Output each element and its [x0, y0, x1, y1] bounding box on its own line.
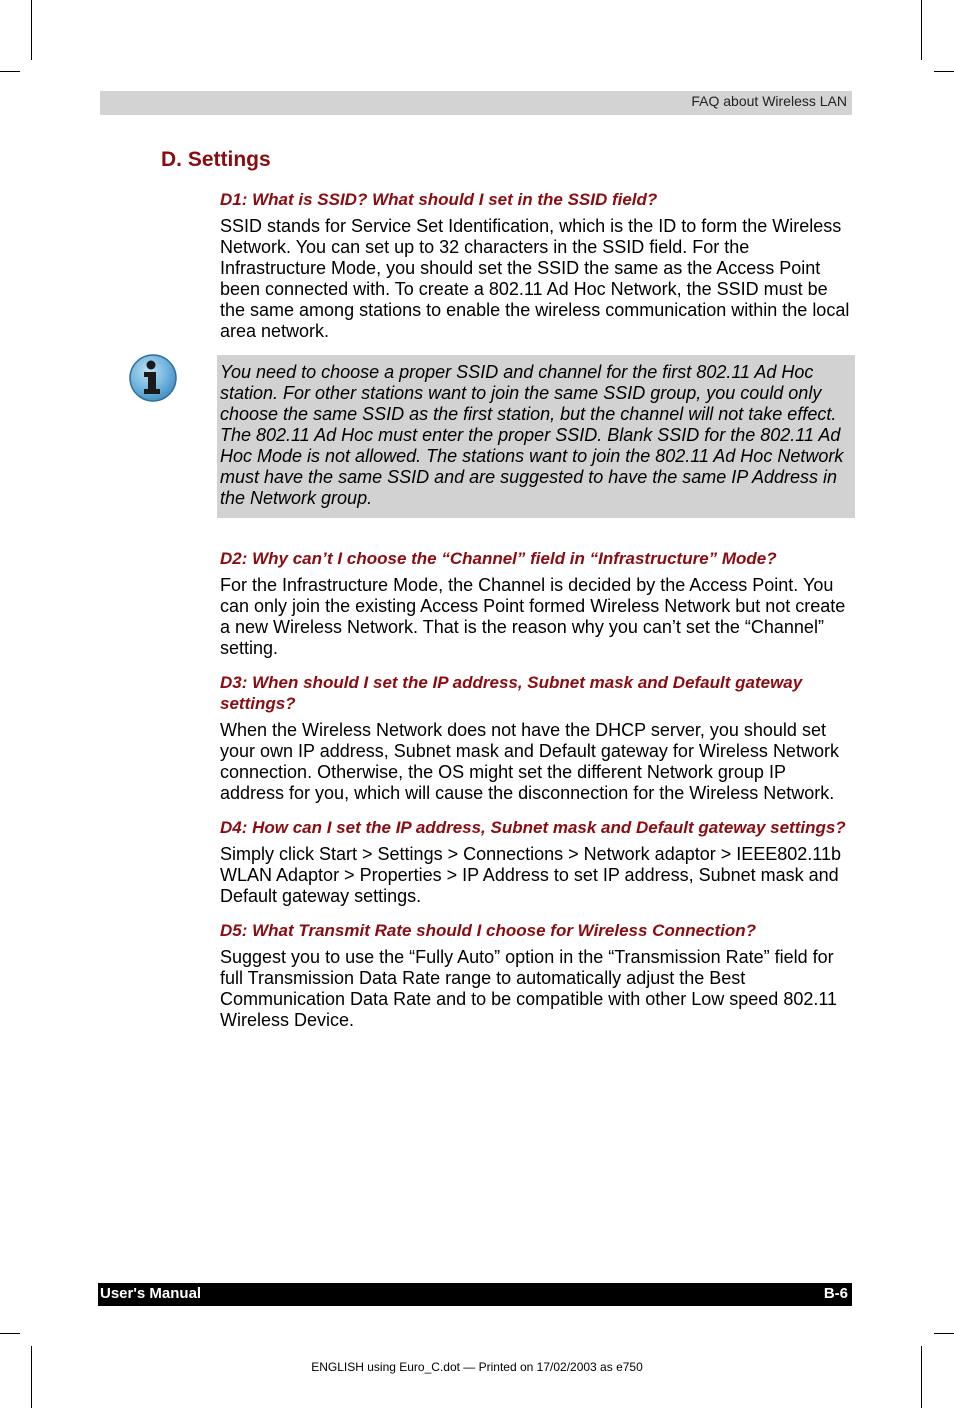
answer-d4: Simply click Start > Settings > Connections > Network adaptor > IEEE802.11b WLAN Adaptor > Properties > IP Address to set IP address, Subnet mask and Default gateway settings. — [220, 844, 841, 906]
crop-mark — [934, 71, 954, 72]
crop-mark — [921, 1346, 922, 1408]
crop-mark — [934, 1333, 954, 1334]
footer-manual-label: User's Manual — [100, 1285, 202, 1302]
running-header — [100, 91, 852, 115]
question-d1: D1: What is SSID? What should I set in the SSID field? — [220, 190, 658, 209]
info-icon — [128, 353, 178, 403]
faq-item-d3 — [220, 672, 854, 804]
question-d5: D5: What Transmit Rate should I choose for Wireless Connection? — [220, 921, 757, 940]
faq-item-d2 — [220, 548, 854, 659]
crop-mark — [921, 0, 922, 60]
faq-content — [220, 189, 854, 1044]
running-header-title: FAQ about Wireless LAN — [691, 93, 847, 109]
section-title: D. Settings — [161, 148, 271, 171]
answer-d1: SSID stands for Service Set Identification, which is the ID to form the Wireless Network. You can set up to 32 characters in the SSID field. For the Infrastructure Mode, you should set the SSID the same as the Access Point been connected with. To create a 802.11 Ad Hoc Network, the SSID must be the same among stations to enable the wireless communication within the local area network. — [220, 216, 850, 341]
crop-mark — [31, 0, 32, 60]
crop-mark — [0, 1333, 20, 1334]
answer-d5: Suggest you to use the “Fully Auto” option in the “Transmission Rate” field for full Transmission Data Rate range to automatically adjust the Best Communication Data Rate and to be compatible with other Low speed 802.11 Wireless Device. — [220, 947, 838, 1030]
question-d2: D2: Why can’t I choose the “Channel” field in “Infrastructure” Mode? — [220, 549, 777, 568]
footer-page-number: B-6 — [823, 1285, 848, 1302]
note-box — [217, 355, 854, 518]
footer-bar — [98, 1283, 852, 1306]
faq-item-d5 — [220, 920, 854, 1031]
answer-d3: When the Wireless Network does not have the DHCP server, you should set your own IP address, Subnet mask and Default gateway for Wireless Network connection. Otherwise, the OS might set the different Network group IP address for you, which will cause the disconnection for the Wireless Network. — [220, 720, 839, 803]
faq-item-d1 — [220, 189, 854, 342]
question-d3: D3: When should I set the IP address, Subnet mask and Default gateway settings? — [220, 673, 803, 713]
print-info: ENGLISH using Euro_C.dot — Printed on 17/02/2003 as e750 — [311, 1360, 643, 1374]
question-d4: D4: How can I set the IP address, Subnet mask and Default gateway settings? — [220, 818, 846, 837]
crop-mark — [31, 1346, 32, 1408]
answer-d2: For the Infrastructure Mode, the Channel is decided by the Access Point. You can only join the existing Access Point formed Wireless Network but not create a new Wireless Network. That is the reason why you can’t set the “Channel” setting. — [220, 575, 846, 658]
faq-item-d4 — [220, 817, 854, 907]
note-text: You need to choose a proper SSID and channel for the first 802.11 Ad Hoc station. For other stations want to join the same SSID group, you could only choose the same SSID as the first station, but the channel will not take effect. The 802.11 Ad Hoc must enter the proper SSID. Blank SSID for the 802.11 Ad Hoc Mode is not allowed. The stations want to join the 802.11 Ad Hoc Network must have the same SSID and are suggested to have the same IP Address in the Network group. — [217, 355, 855, 518]
crop-mark — [0, 71, 20, 72]
